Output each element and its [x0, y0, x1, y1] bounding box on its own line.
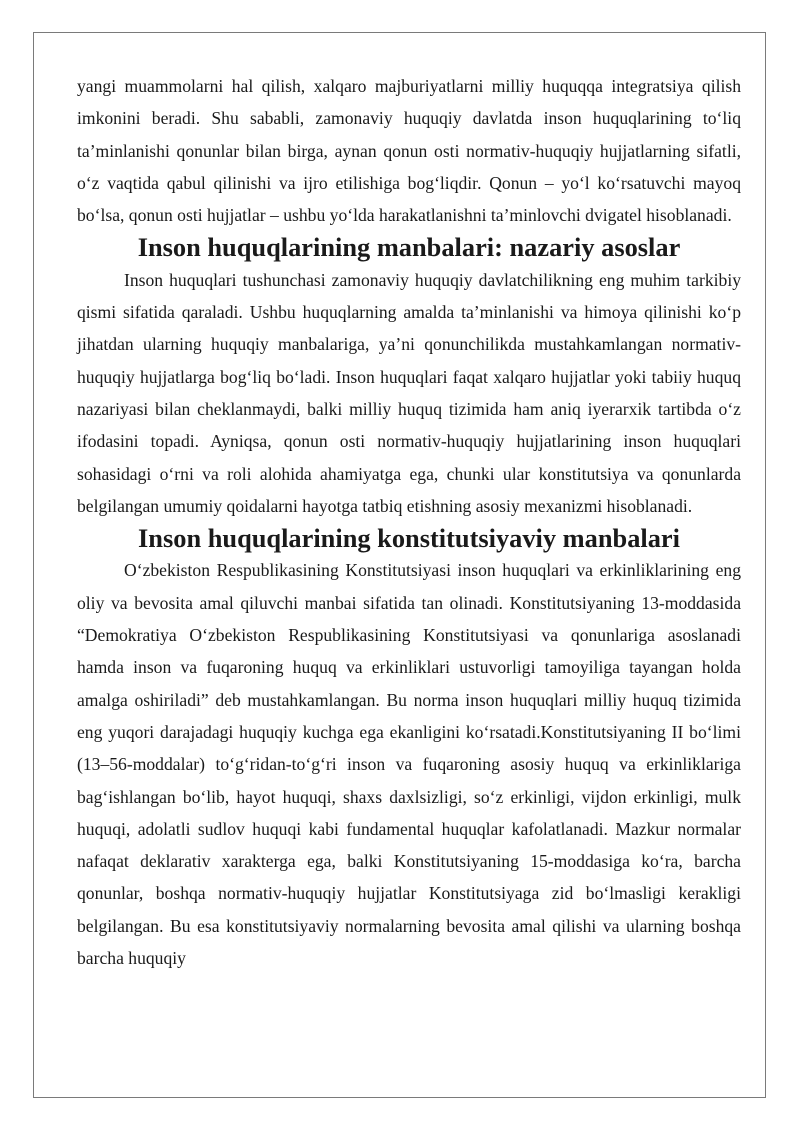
paragraph-continuation: yangi muammolarni hal qilish, xalqaro majburiyatlarni milliy huquqqa integratsiya qilish imkonini beradi. Shu sababli, zamonaviy huquqiy davlatda inson huquqlarining to‘liq ta’minlanishi qonunlar bilan birga, aynan qonun osti normativ-huquqiy hujjatlarning sifatli, o‘z vaqtida qabul qilinishi va ijro etilishiga bog‘liqdir. Qonun – yo‘l ko‘rsatuvchi mayoq bo‘lsa, qonun osti hujjatlar – ushbu yo‘lda harakatlanishni ta’minlovchi dvigatel hisoblanadi. [77, 76, 741, 226]
document-body [77, 70, 741, 974]
section-heading-constitutional-sources: Inson huquqlarining konstitutsiyaviy manbalari [138, 523, 680, 554]
paragraph-constitutional-sources: O‘zbekiston Respublikasining Konstitutsiyasi inson huquqlari va erkinliklarining eng oliy va bevosita amal qiluvchi manbai sifatida tan olinadi. Konstitutsiyaning 13-moddasida “Demokratiya O‘zbekiston Respublikasining Konstitutsiyasi va qonunlariga asoslanadi hamda inson va fuqaroning huquq va erkinliklari ustuvorligi tamoyiliga tayangan holda amalga oshiriladi” deb mustahkamlangan. Bu norma inson huquqlari milliy huquq tizimida eng yuqori darajadagi huquqiy kuchga ega ekanligini ko‘rsatadi.Konstitutsiyaning II bo‘limi (13–56-moddalar) to‘g‘ridan-to‘g‘ri inson va fuqaroning asosiy huquq va erkinliklariga bag‘ishlangan bo‘lib, hayot huquqi, shaxs daxlsizligi, so‘z erkinligi, vijdon erkinligi, mulk huquqi, adolatli sudlov huquqi kabi fundamental huquqlar kafolatlanadi. Mazkur normalar nafaqat deklarativ xarakterga ega, balki Konstitutsiyaning 15-moddasiga ko‘ra, barcha qonunlar, boshqa normativ-huquqiy hujjatlar Konstitutsiyaga zid bo‘lmasligi kerakligi belgilangan. Bu esa konstitutsiyaviy normalarning bevosita amal qilishi va ularning boshqa barcha huquqiy [77, 560, 741, 969]
paragraph-theoretical-basis: Inson huquqlari tushunchasi zamonaviy huquqiy davlatchilikning eng muhim tarkibiy qismi sifatida qaraladi. Ushbu huquqlarning amalda ta’minlanishi va himoya qilinishi ko‘p jihatdan ularning huquqiy manbalariga, ya’ni qonunchilikda mustahkamlangan normativ-huquqiy hujjatlarga bog‘liq bo‘ladi. Inson huquqlari faqat xalqaro hujjatlar yoki tabiiy huquq nazariyasi bilan cheklanmaydi, balki milliy huquq tizimida ham aniq iyerarxik tartibda o‘z ifodasini topadi. Ayniqsa, qonun osti normativ-huquqiy hujjatlarining inson huquqlari sohasidagi o‘rni va roli alohida ahamiyatga ega, chunki ular konstitutsiya va qonunlarda belgilangan umumiy qoidalarni hayotga tatbiq etishning asosiy mexanizmi hisoblanadi. [77, 269, 741, 516]
section-heading-theoretical-basis: Inson huquqlarining manbalari: nazariy asoslar [137, 232, 681, 263]
